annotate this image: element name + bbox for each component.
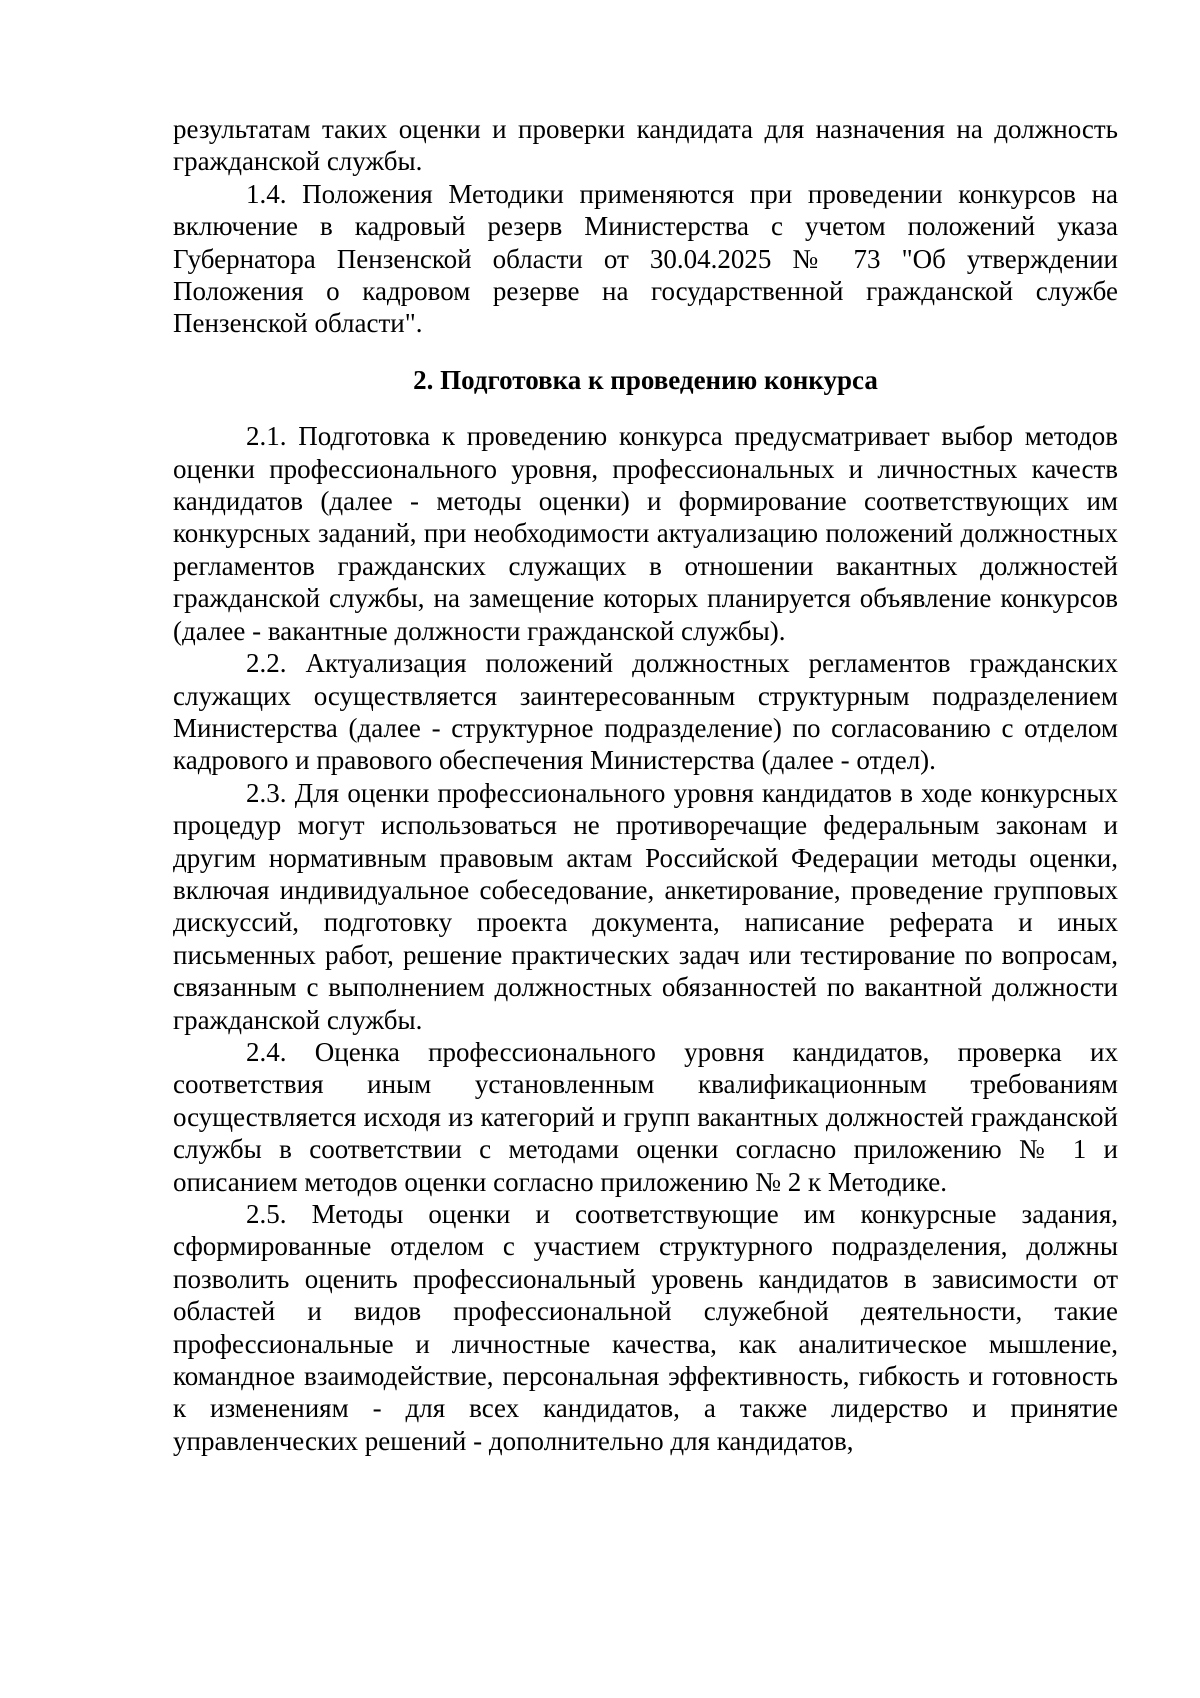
paragraph-2-1: 2.1. Подготовка к проведению конкурса предусматривает выбор методов оценки профессионального уровня, профессиональных и личностных качеств кандидатов (далее - методы оценки) и формирование соответствующих им конкурсных заданий, при необходимости актуализацию положений должностных регламентов гражданских служащих в отношении вакантных должностей гражданской службы, на замещение которых планируется объявление конкурсов (далее - вакантные должности гражданской службы).: [173, 421, 1118, 646]
paragraph-1-4: 1.4. Положения Методики применяются при проведении конкурсов на включение в кадровый резерв Министерства с учетом положений указа Губернатора Пензенской области от 30.04.2025 № 73 "Об утверждении Положения о кадровом резерве на государственной гражданской службе Пензенской области".: [173, 178, 1118, 339]
section-heading: 2. Подготовка к проведению конкурса: [413, 364, 878, 395]
paragraph-2-5: 2.5. Методы оценки и соответствующие им конкурсные задания, сформированные отделом с участием структурного подразделения, должны позволить оценить профессиональный уровень кандидатов в зависимости от областей и видов профессиональной служебной деятельности, такие профессиональные и личностные качества, как аналитическое мышление, командное взаимодействие, персональная эффективность, гибкость и готовность к изменениям - для всех кандидатов, а также лидерство и принятие управленческих решений - дополнительно для кандидатов,: [173, 1199, 1118, 1456]
paragraph-2-2: 2.2. Актуализация положений должностных регламентов гражданских служащих осуществляется заинтересованным структурным подразделением Министерства (далее - структурное подразделение) по согласованию с отделом кадрового и правового обеспечения Министерства (далее - отдел).: [173, 648, 1118, 776]
paragraph-2-3: 2.3. Для оценки профессионального уровня кандидатов в ходе конкурсных процедур могут использоваться не противоречащие федеральным законам и другим нормативным правовым актам Российской Федерации методы оценки, включая индивидуальное собеседование, анкетирование, проведение групповых дискуссий, подготовку проекта документа, написание реферата и иных письменных работ, решение практических задач или тестирование по вопросам, связанным с выполнением должностных обязанностей по вакантной должности гражданской службы.: [173, 777, 1118, 1035]
document-body: [173, 113, 1118, 1457]
paragraph-2-4: 2.4. Оценка профессионального уровня кандидатов, проверка их соответствия иным установленным квалификационным требованиям осуществляется исходя из категорий и групп вакантных должностей гражданской службы в соответствии с методами оценки согласно приложению № 1 и описанием методов оценки согласно приложению № 2 к Методике.: [173, 1036, 1118, 1197]
paragraph-continuation: результатам таких оценки и проверки кандидата для назначения на должность гражданской службы.: [173, 114, 1118, 177]
